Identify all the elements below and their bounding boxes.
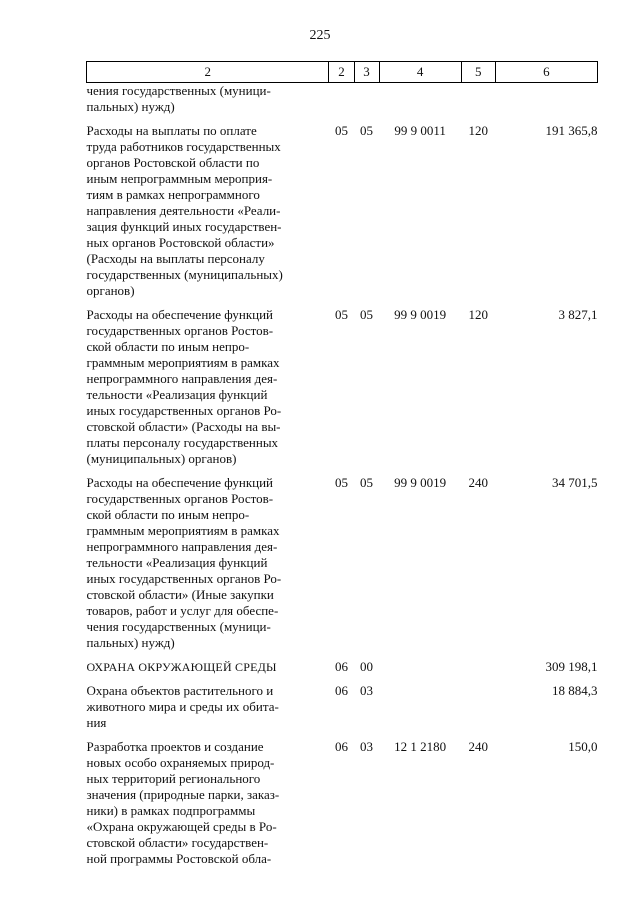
row-target (379, 83, 461, 124)
row-subsection: 05 (360, 123, 374, 138)
table-row (87, 475, 598, 659)
header-amount: 6 (495, 62, 597, 83)
row-amount: 18 884,3 (552, 683, 598, 698)
table-row (87, 83, 598, 124)
row-amount: 150,0 (568, 739, 598, 754)
row-section: 05 (334, 307, 348, 322)
table-row (87, 739, 598, 875)
row-expense-type: 240 (468, 739, 488, 754)
row-description: Расходы на обеспечение функций государственных органов Ростов- ской области по иным непро- граммным мероприятиям в рамках непрограммного направления дея- тельности «Реализация функций иных государственных органов Ро- стовской области» (Расходы на вы- платы персоналу государственных (муниципальных) органов) (86, 307, 282, 466)
row-expense-type: 240 (468, 475, 488, 490)
row-section: 06 (334, 659, 348, 674)
row-description: Расходы на выплаты по оплате труда работников государственных органов Ростовской области по иным непрограммным мероприя- тиям в рамках непрограммного направления деятельности «Реали- зация функций иных государствен- ных органов Ростовской области» (Расходы на выплаты персоналу государственных (муниципальных) органов) (86, 123, 283, 298)
row-section: 06 (334, 739, 348, 754)
row-description: Разработка проектов и создание новых особо охраняемых природ- ных территорий регионального значения (природные парки, заказ- ники) в рамках подпрограммы «Охрана окружающей среды в Ро- стовской области» государствен- ной программы Ростовской обла- (86, 739, 280, 866)
row-section: 06 (334, 683, 348, 698)
row-subsection (354, 83, 379, 124)
row-target: 12 1 2180 (394, 739, 447, 754)
row-expense-type: 120 (468, 123, 488, 138)
row-subsection: 05 (360, 475, 374, 490)
row-target: 99 9 0019 (394, 475, 447, 490)
row-target: 99 9 0011 (394, 123, 446, 138)
header-target: 4 (379, 62, 461, 83)
row-amount: 191 365,8 (545, 123, 598, 138)
row-expense-type (461, 83, 495, 124)
table-row (87, 683, 598, 739)
row-description: чения государственных (муници- пальных) нужд) (86, 83, 271, 114)
row-subsection: 00 (360, 659, 374, 674)
row-expense-type: 120 (468, 307, 488, 322)
row-amount (495, 83, 597, 124)
row-expense-type (461, 683, 495, 739)
row-amount: 309 198,1 (545, 659, 598, 674)
row-section: 05 (334, 475, 348, 490)
row-description: Охрана объектов растительного и животного мира и среды их обита- ния (86, 683, 279, 730)
header-section: 2 (329, 62, 354, 83)
row-amount: 3 827,1 (558, 307, 598, 322)
row-expense-type (461, 659, 495, 683)
table-header (87, 62, 598, 83)
row-section (329, 83, 354, 124)
page-number: 225 (309, 28, 331, 43)
row-subsection: 03 (360, 683, 374, 698)
row-section: 05 (334, 123, 348, 138)
header-description: 2 (87, 62, 329, 83)
row-amount: 34 701,5 (552, 475, 598, 490)
row-description: Расходы на обеспечение функций государственных органов Ростов- ской области по иным непро- граммным мероприятиям в рамках непрограммного направления дея- тельности «Реализация функций иных государственных органов Ро- стовской области» (Иные закупки товаров, работ и услуг для обеспе- чения государственных (муници- пальных) нужд) (86, 475, 282, 650)
budget-table (86, 61, 598, 875)
table-row (87, 307, 598, 475)
row-subsection: 05 (360, 307, 374, 322)
row-description: ОХРАНА ОКРУЖАЮЩЕЙ СРЕДЫ (86, 660, 277, 674)
header-subsection: 3 (354, 62, 379, 83)
row-target: 99 9 0019 (394, 307, 447, 322)
table-row (87, 659, 598, 683)
row-subsection: 03 (360, 739, 374, 754)
header-expense-type: 5 (461, 62, 495, 83)
row-target (379, 683, 461, 739)
table-row (87, 123, 598, 307)
row-target (379, 659, 461, 683)
